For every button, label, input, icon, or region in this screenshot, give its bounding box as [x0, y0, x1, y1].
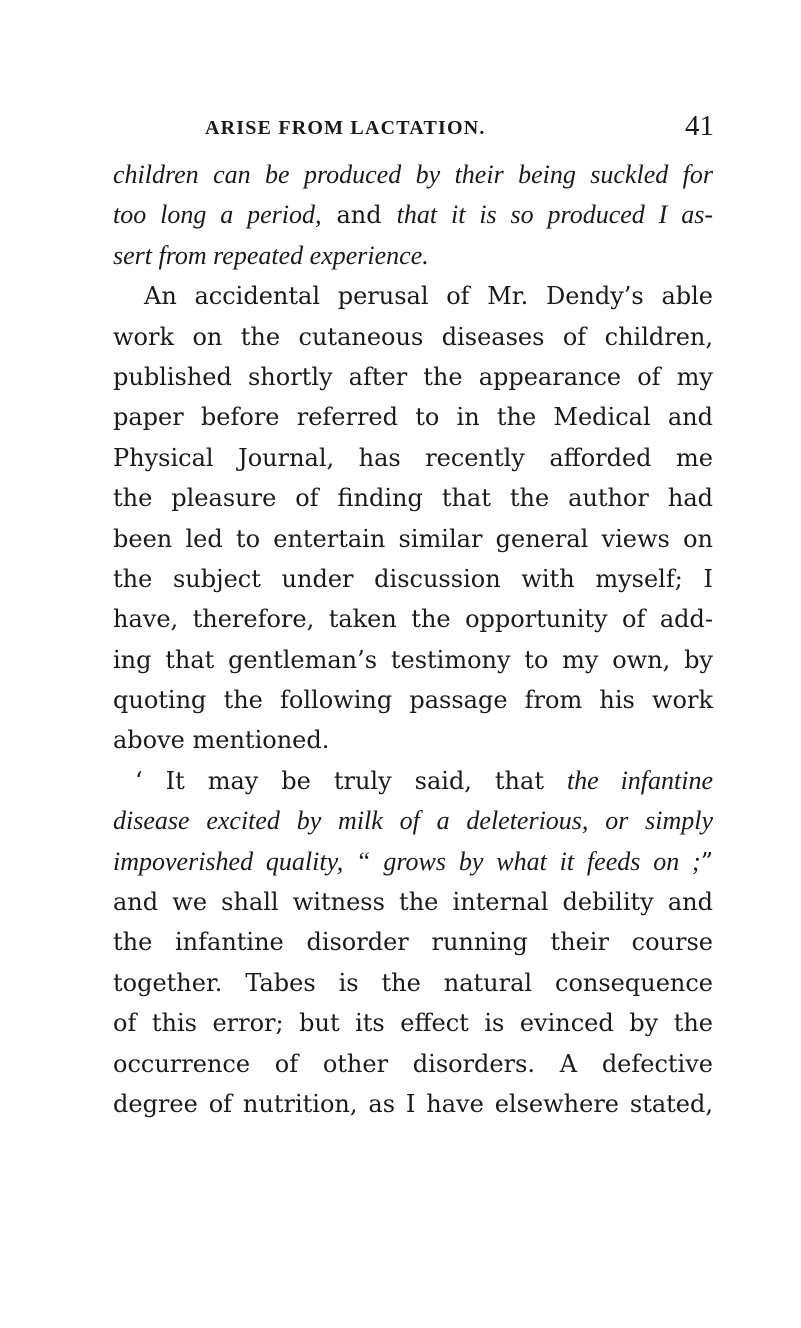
- paragraph-start: An accidental perusal of Mr. Dendy’s able: [144, 282, 713, 311]
- text-line: occurrence of other disorders. A defective: [113, 1049, 713, 1078]
- text-line: Physical Journal, has recently afforded me: [113, 443, 713, 472]
- text-line: paper before referred to in the Medical and: [113, 403, 713, 432]
- text-line: together. Tabes is the natural consequence: [113, 968, 713, 997]
- closing-quote: ”: [700, 847, 713, 876]
- quote-start: [113, 761, 713, 801]
- text-line: the infantine disorder running their course: [113, 928, 713, 957]
- text-line: degree of nutrition, as I have elsewhere stated,: [113, 1089, 713, 1118]
- text-line: ing that gentleman’s testimony to my own, by: [113, 645, 713, 674]
- text-line: the pleasure of finding that the author had: [113, 484, 713, 513]
- text-line: been led to entertain similar general views on: [113, 524, 713, 553]
- page-number: 41: [685, 110, 714, 142]
- text-line: [113, 195, 713, 235]
- text-line: sert from repeated experience.: [113, 240, 429, 270]
- text-line: work on the cutaneous diseases of children,: [113, 322, 713, 351]
- running-title: ARISE FROM LACTATION.: [205, 117, 486, 139]
- italic-text: the infantine: [566, 765, 713, 795]
- text-line: disease excited by milk of a deleterious, or simply: [113, 806, 713, 836]
- body-text: [113, 155, 713, 1124]
- roman-text: and: [336, 201, 382, 230]
- text-line: have, therefore, taken the opportunity of add-: [113, 605, 713, 634]
- text-line: published shortly after the appearance of my: [113, 362, 713, 391]
- text-line: the subject under discussion with myself; I: [113, 564, 713, 593]
- text-line: and we shall witness the internal debility and: [113, 888, 713, 917]
- italic-text: that it is so produced I as-: [396, 200, 713, 230]
- page-header: [170, 112, 714, 152]
- text-line: above mentioned.: [113, 726, 330, 755]
- text-line: children can be produced by their being suckled for: [113, 160, 713, 189]
- text-line: quoting the following passage from his work: [113, 686, 713, 715]
- text-line: of this error; but its effect is evinced by the: [113, 1009, 713, 1038]
- roman-text: ‘ It may be truly said, that: [135, 766, 544, 795]
- italic-text: too long a period,: [113, 200, 322, 230]
- italic-text: impoverished quality, “ grows by what it feeds on ;: [113, 846, 701, 876]
- text-line: [113, 842, 713, 882]
